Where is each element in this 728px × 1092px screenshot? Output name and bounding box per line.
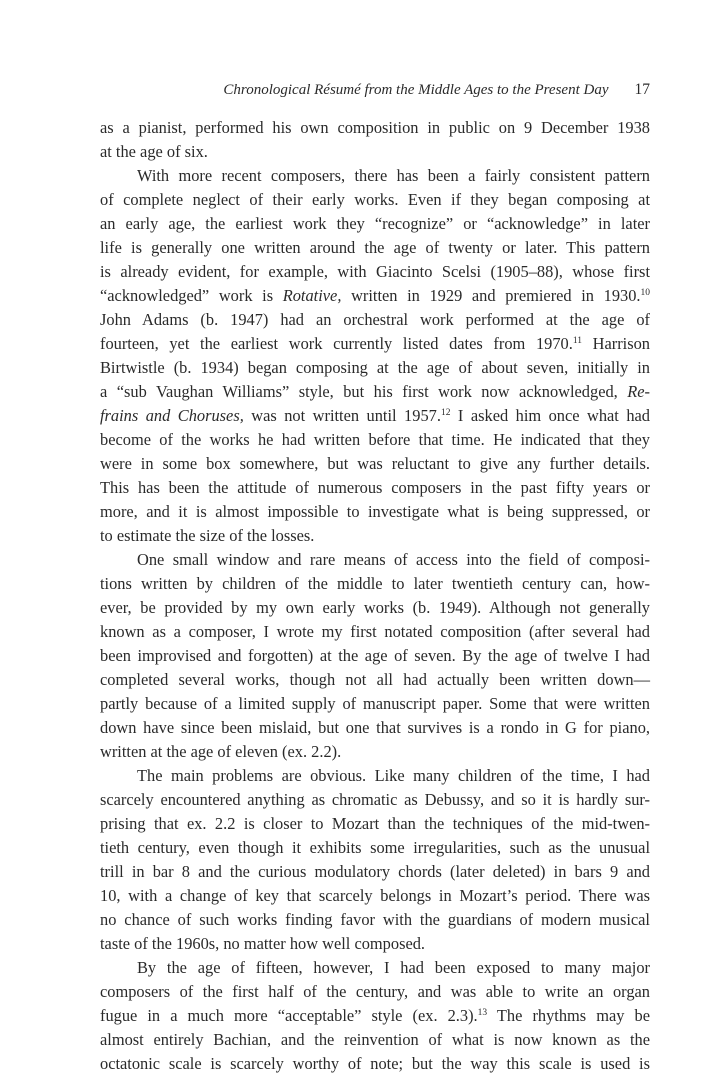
text-line: no chance of such works finding favor with the guardians of modern musical <box>100 910 650 929</box>
text-line: become of the works he had written before that time. He indicated that they <box>100 430 650 449</box>
text-line: John Adams (b. 1947) had an orchestral work performed at the age of <box>100 310 650 329</box>
text-line: scarcely encountered anything as chromatic as Debussy, and so it is hardly sur- <box>100 790 650 809</box>
work-title: frains and Choruses, <box>100 406 244 425</box>
text-line: life is generally one written around the age of twenty or later. This pattern <box>100 238 650 257</box>
text-line: an early age, the earliest work they “recognize” or “acknowledge” in later <box>100 214 650 233</box>
text-line: as a pianist, performed his own composition in public on 9 December 1938 <box>100 118 650 137</box>
text-line: is already evident, for example, with Giacinto Scelsi (1905–88), whose first <box>100 262 650 281</box>
text-line: of complete neglect of their early works. Even if they began composing at <box>100 190 650 209</box>
text-line: completed several works, though not all had actually been written down— <box>100 670 650 689</box>
text-line: known as a composer, I wrote my first notated composition (after several had <box>100 622 650 641</box>
text-line: fourteen, yet the earliest work currently listed dates from 1970.11 Harrison <box>100 334 650 353</box>
text-line: prising that ex. 2.2 is closer to Mozart than the techniques of the mid-twen- <box>100 814 650 833</box>
text-line: were in some box somewhere, but was reluctant to give any further details. <box>100 454 650 473</box>
footnote-ref: 13 <box>477 1008 488 1018</box>
text-line: By the age of fifteen, however, I had been exposed to many major <box>137 958 650 977</box>
text-line: frains and Choruses, was not written until 1957.12 I asked him once what had <box>100 406 650 425</box>
running-head-title: Chronological Résumé from the Middle Ages to the Present Day <box>223 82 609 98</box>
text-line: ever, be provided by my own early works (b. 1949). Although not generally <box>100 598 650 617</box>
text-line: With more recent composers, there has been a fairly consistent pattern <box>137 166 650 185</box>
text-line: down have since been mislaid, but one that survives is a rondo in G for piano, <box>100 718 650 737</box>
text-line: Birtwistle (b. 1934) began composing at the age of about seven, initially in <box>100 358 650 377</box>
text-line: more, and it is almost impossible to investigate what is being suppressed, or <box>100 502 650 521</box>
work-title: Rotative, <box>282 286 342 305</box>
page-number: 17 <box>634 81 650 98</box>
text-line: The main problems are obvious. Like many children of the time, I had <box>137 766 650 785</box>
text-line: tions written by children of the middle to later twentieth century can, how- <box>100 574 650 593</box>
text-line: trill in bar 8 and the curious modulatory chords (later deleted) in bars 9 and <box>100 862 650 881</box>
footnote-ref: 10 <box>640 288 651 298</box>
text-line: been improvised and forgotten) at the age of seven. By the age of twelve I had <box>100 646 650 665</box>
text-line: composers of the first half of the century, and was able to write an organ <box>100 982 650 1001</box>
footnote-ref: 11 <box>572 336 582 346</box>
text-line: taste of the 1960s, no matter how well composed. <box>100 934 426 953</box>
text-line: tieth century, even though it exhibits some irregularities, such as the unusual <box>100 838 650 857</box>
running-head <box>100 78 650 102</box>
body-text <box>100 116 650 1076</box>
footnote-ref: 12 <box>440 408 451 418</box>
text-line: 10, with a change of key that scarcely belongs in Mozart’s period. There was <box>100 886 650 905</box>
text-line: partly because of a limited supply of manuscript paper. Some that were written <box>100 694 650 713</box>
text-line: This has been the attitude of numerous composers in the past fifty years or <box>100 478 650 497</box>
text-line: written at the age of eleven (ex. 2.2). <box>100 742 342 761</box>
text-line: octatonic scale is scarcely worthy of note; but the way this scale is used is <box>100 1054 650 1073</box>
text-line: “acknowledged” work is Rotative, written in 1929 and premiered in 1930.10 <box>100 286 651 305</box>
text-line: a “sub Vaughan Williams” style, but his first work now acknowledged, Re- <box>100 382 650 401</box>
text-line: almost entirely Bachian, and the reinvention of what is now known as the <box>100 1030 650 1049</box>
text-line: One small window and rare means of access into the field of composi- <box>137 550 650 569</box>
text-line: to estimate the size of the losses. <box>100 526 315 545</box>
text-line: fugue in a much more “acceptable” style (ex. 2.3).$^{13}$ The rhythms may be <box>100 1006 650 1025</box>
text-line: at the age of six. <box>100 142 208 161</box>
work-title: Re- <box>627 382 650 401</box>
